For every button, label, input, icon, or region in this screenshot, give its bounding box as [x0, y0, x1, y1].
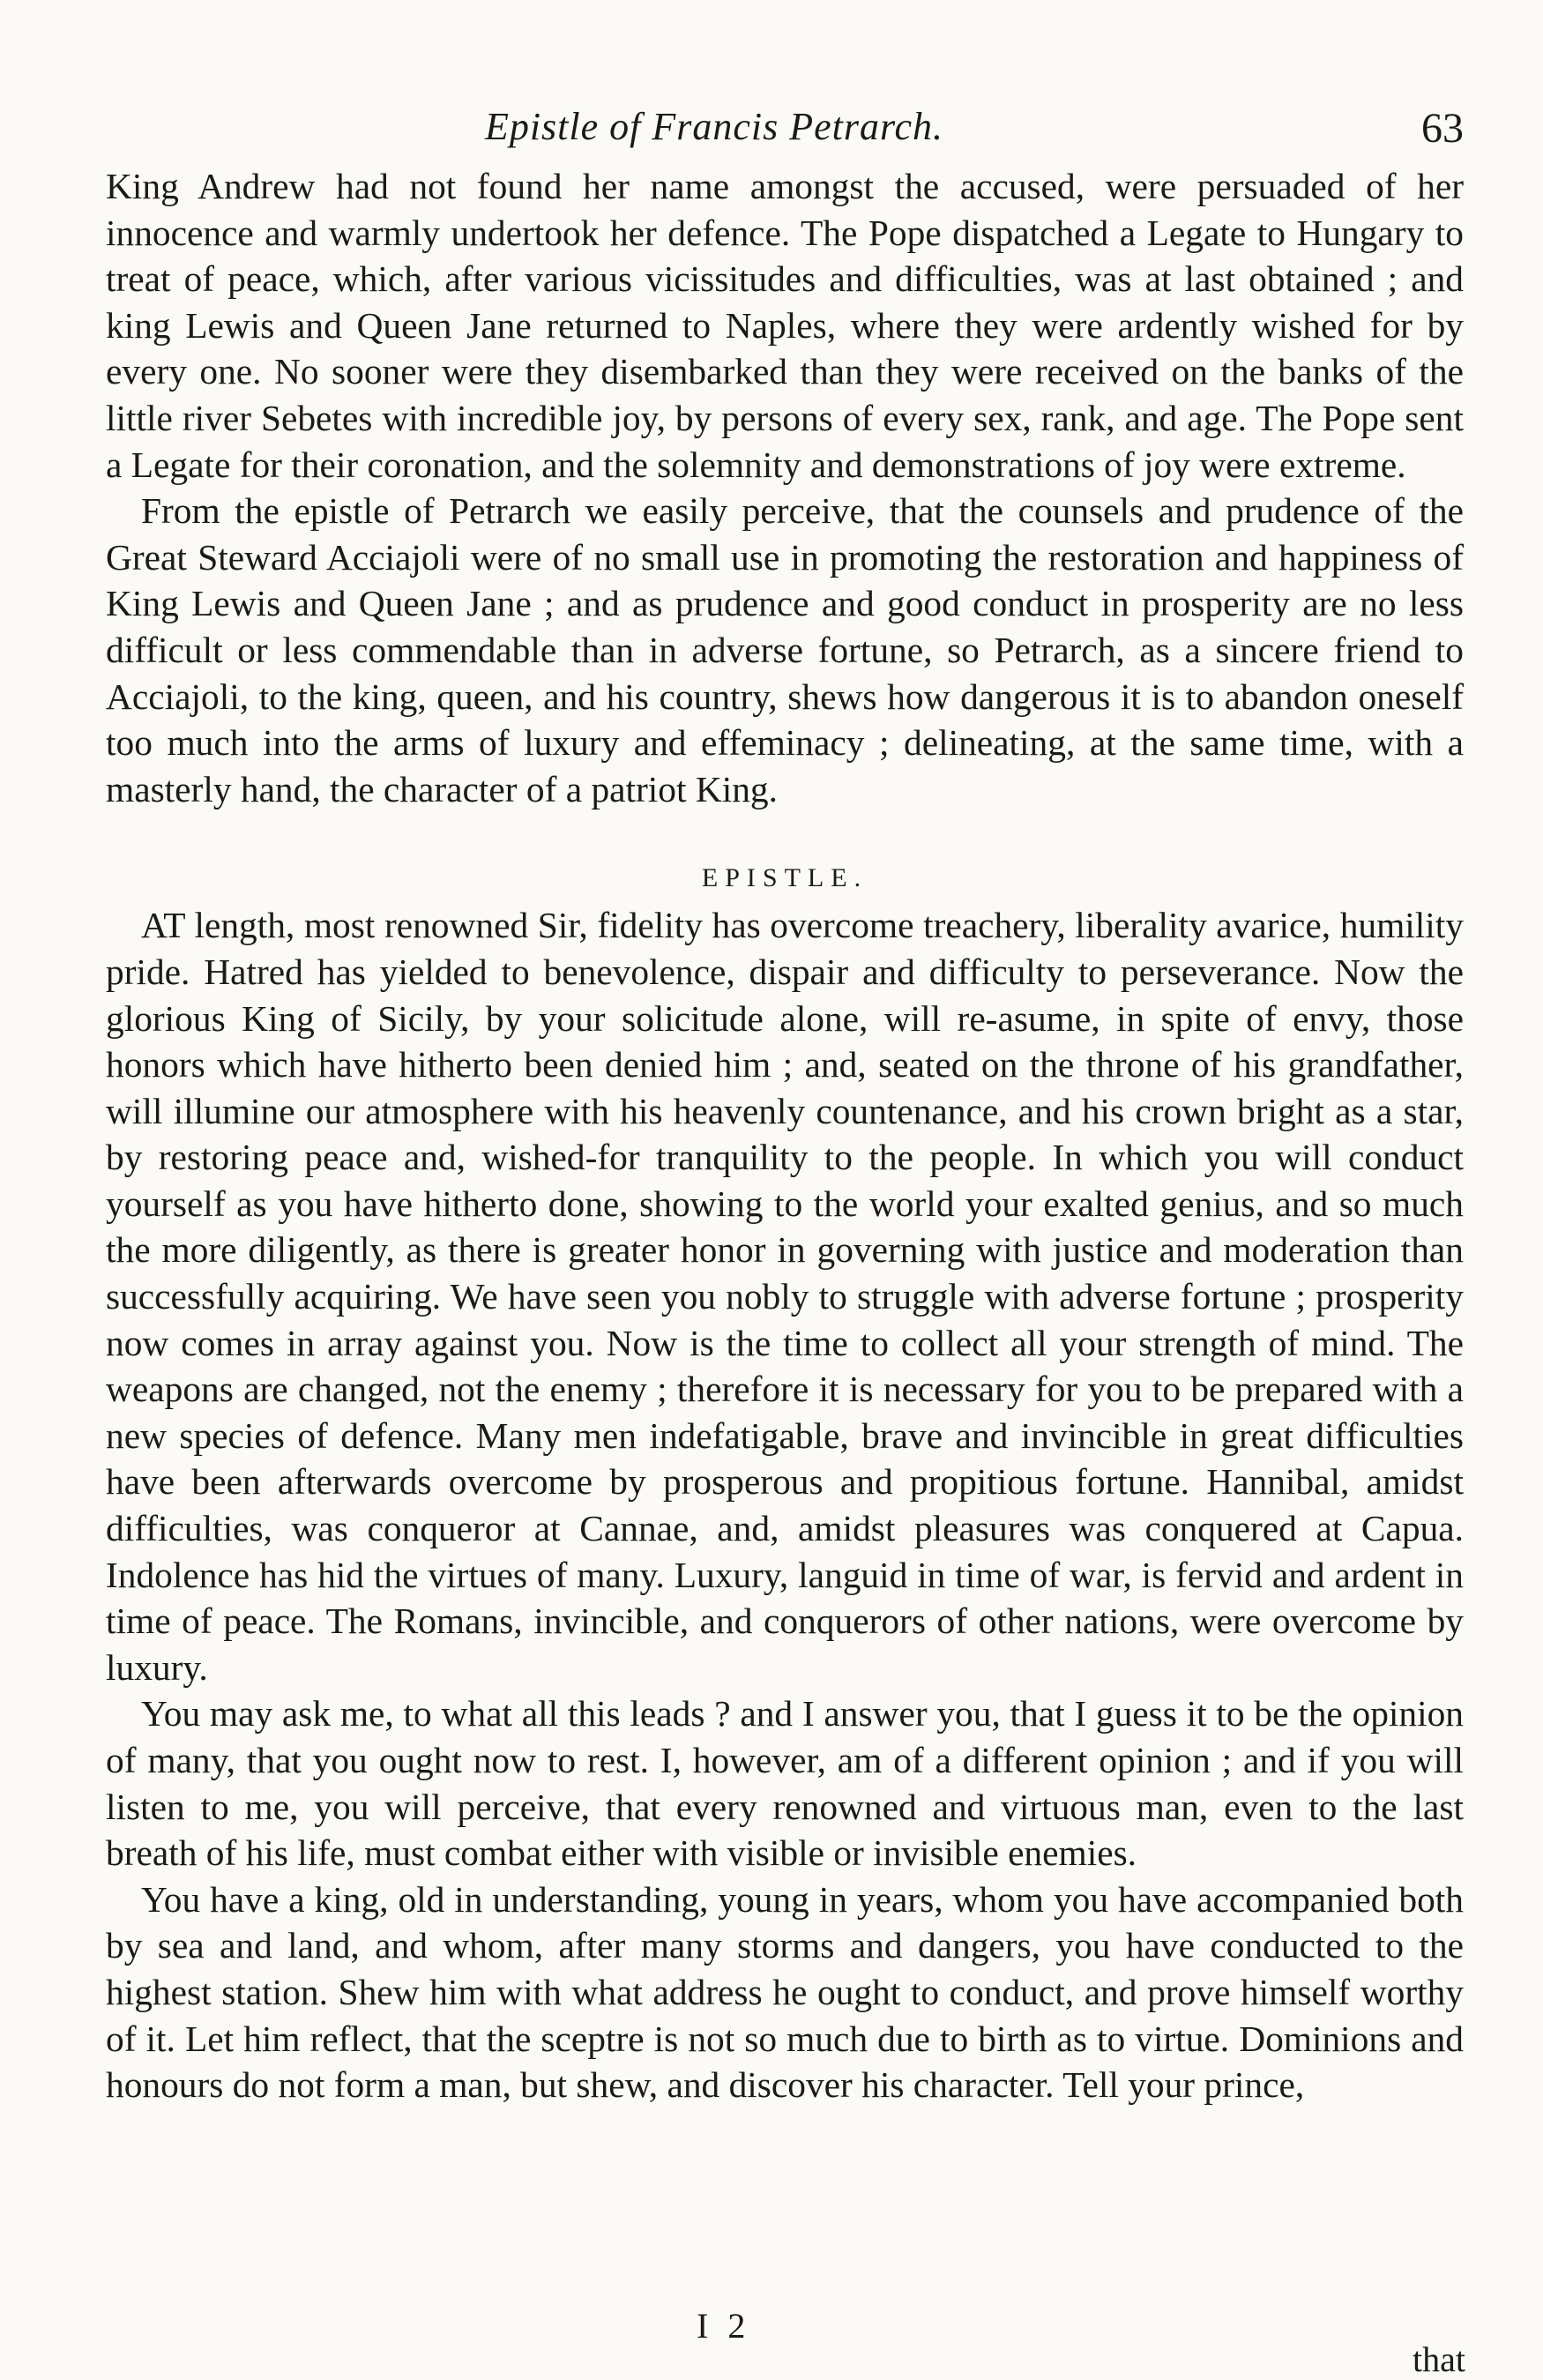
paragraph-continuation: King Andrew had not found her name amongst the accused, were persuaded of her innocence and warmly undertook her defence. The Pope dispatched a Legate to Hungary to treat of peace, which, after various vicissitudes and difficulties, was at last obtained ; and king Lewis and Queen Jane returned to Naples, where they were ardently wished for by every one. No sooner were they disembarked than they were received on the banks of the little river Sebetes with incredible joy, by persons of every sex, rank, and age. The Pope sent a Legate for their coronation, and the solemnity and demonstrations of joy were extreme.: [106, 166, 1464, 485]
body-text: [106, 163, 1464, 2108]
catchword: that: [1413, 2339, 1465, 2379]
paragraph-commentary: From the epistle of Petrarch we easily perceive, that the counsels and prudence of the Great Steward Acciajoli were of no small use in promoting the restoration and happiness of King Lewis and Queen Jane ; and as prudence and good conduct in prosperity are no less difficult or less commendable than in adverse fortune, so Petrarch, as a sincere friend to Acciajoli, to the king, queen, and his country, shews how dangerous it is to abandon oneself too much into the arms of luxury and effeminacy ; delineating, at the same time, with a masterly hand, the character of a patriot King.: [106, 490, 1464, 809]
epistle-paragraph: You may ask me, to what all this leads ? and I answer you, that I guess it to be the opinion of many, that you ought now to rest. I, however, am of a different opinion ; and if you will listen to me, you will perceive, that every renowned and virtuous man, even to the last breath of his life, must combat either with visible or invisible enemies.: [106, 1693, 1464, 1874]
running-head: [141, 104, 1464, 166]
running-title: Epistle of Francis Petrarch.: [484, 105, 944, 148]
page-number: 63: [1421, 105, 1464, 152]
section-gap: [106, 812, 1464, 853]
epistle-heading: EPISTLE.: [701, 863, 868, 893]
epistle-paragraph: You have a king, old in understanding, young in years, whom you have accompanied both by sea and land, and whom, after many storms and dangers, you have conducted to the highest station. Shew him with what address he ought to conduct, and prove himself worthy of it. Let him reflect, that the sceptre is not so much due to birth as to virtue. Dominions and honours do not form a man, but shew, and discover his character. Tell your prince,: [106, 1878, 1464, 2106]
epistle-paragraph: AT length, most renowned Sir, fidelity has overcome treachery, liberality avarice, humility pride. Hatred has yielded to benevolence, dispair and difficulty to perseverance. Now the glorious King of Sicily, by your solicitude alone, will re-asume, in spite of envy, those honors which have hitherto been denied him ; and, seated on the throne of his grandfather, will illumine our atmosphere with his heavenly countenance, and his crown bright as a star, by restoring peace and, wished-for tranquility to the people. In which you will conduct yourself as you have hitherto done, showing to the world your exalted genius, and so much the more diligently, as there is greater honor in governing with justice and moderation than successfully acquiring. We have seen you nobly to struggle with adverse fortune ; prosperity now comes in array against you. Now is the time to collect all your strength of mind. The weapons are changed, not the enemy ; therefore it is necessary for you to be prepared with a new species of defence. Many men indefatigable, brave and invincible in great difficulties have been afterwards overcome by prosperous and propitious fortune. Hannibal, amidst difficulties, was conqueror at Cannae, and, amidst pleasures was conquered at Capua. Indolence has hid the virtues of many. Luxury, languid in time of war, is fervid and ardent in time of peace. The Romans, invincible, and conquerors of other nations, were overcome by luxury.: [106, 905, 1464, 1688]
signature-mark: I 2: [697, 2306, 751, 2346]
